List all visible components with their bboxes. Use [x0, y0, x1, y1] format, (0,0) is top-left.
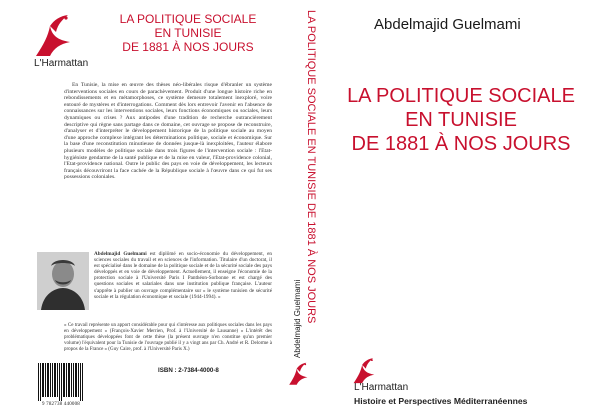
spine-author: Abdelmajid Guelmami: [293, 279, 302, 358]
harmattan-bird-icon: [30, 14, 86, 58]
publisher-logo-back: [30, 14, 90, 76]
publisher-name-front: L'Harmattan: [354, 382, 409, 393]
publisher-name-back: L'Harmattan: [34, 58, 89, 69]
front-title-line: EN TUNISIE: [405, 109, 517, 131]
publisher-logo-spine: [286, 354, 316, 398]
publisher-logo-front: [350, 356, 430, 400]
barcode-digits: 9 782738 440008: [42, 402, 80, 407]
review-paragraph: « Ce travail représente un apport considérable pour qui s'intéresse aux politiques sociales dans les pays en développement » (François-Xavier Merrien, Prof. à l'Université de Lausanne) « L'intérêt des problématiques développées font de cette thèse (la présent ouvrage n'en constitue qu'un premier volume) l'équivalent pour la Tunisie de l'ouvrage publié il y a vingt ans par Ch. André et R. Delorme à propos de la France » (Guy Caire, prof. à l'Université Paris X.): [64, 323, 272, 352]
front-title-line: DE 1881 À NOS JOURS: [351, 133, 571, 155]
barcode-block: [36, 363, 86, 409]
back-title-line: EN TUNISIE: [154, 26, 222, 40]
isbn: ISBN : 2-7384-4000-8: [158, 367, 219, 374]
author-portrait-icon: [37, 252, 89, 310]
author-bio-name: Abdelmajid Guelmami: [94, 251, 147, 257]
front-title-line: LA POLITIQUE SOCIALE: [347, 85, 575, 107]
harmattan-bird-icon: [286, 354, 316, 394]
author-photo: [37, 252, 89, 310]
barcode-icon: [36, 363, 86, 401]
back-title-line: LA POLITIQUE SOCIALE: [119, 12, 257, 26]
front-cover: [318, 0, 600, 417]
author-bio: [94, 251, 272, 300]
series-name: Histoire et Perspectives Méditerranéennes: [354, 396, 528, 406]
front-author: Abdelmajid Guelmami: [374, 16, 521, 33]
back-blurb: [64, 82, 272, 184]
blurb-paragraph: En Tunisie, la mise en œuvre des thèses néo-libérales risque d'ébranler un système d'interventions sociales en cours de parachèvement. Produit d'une longue histoire riche en rebondissements et en métamorphoses, ce système demeure totalement inexploré, voire entouré de mystères et d'interrogations. Comment dès lors entrevoir l'avenir en l'absence de connaissances sur les interventions sociales, leurs fonctions économiques ou sociales, leurs dynamiques ou crises ? Aux antipodes d'une tradition de recherche outrancièrement descriptive qui règne sans partage dans ce domaine, cet ouvrage se propose de reconstruire, d'analyser et d'interpréter le développement historique de la politique sociale au moyen d'une approche complexe intégrant les déterminations politique, sociale et économique. Sur la base d'une reconstitution minutieuse de données jusque-là inexploitées, l'auteur élabore plusieurs modèles de politique sociale dans trois figures de l'intervention sociale : l'Etat-hygiéniste gendarme de la santé publique et de la mise en valeur, l'Etat-providence colonial, l'Etat-providence national. Outre le public des pays en voie de développement, les lecteurs français découvriront la face cachée de la République sociale à l'œuvre dans ce qui fut ses possessions coloniales.: [64, 82, 272, 181]
back-title-line: DE 1881 À NOS JOURS: [122, 40, 254, 54]
spine-title: LA POLITIQUE SOCIALE EN TUNISIE DE 1881 À NOS JOURS: [305, 10, 317, 324]
front-title: [330, 84, 592, 156]
author-bio-text: est diplômé en socio-économie du développement, en sciences sociales du travail et en sciences de l'information. Titulaire d'un doctorat, il est spécialisé dans le domaine de la politique sociale et de la sécurité sociale des pays développés et en voie de développement. Actuellement, il enseigne l'économie de la protection sociale à l'Université Paris I Panthéon-Sorbonne et est chargé des questions sociales et salariales dans une institution publique française. L'auteur s'apprête à publier un ouvrage complémentaire sur « le système tunisien de sécurité sociale et la régulation économique et sociale (1944-1994). »: [94, 251, 273, 300]
review-quotes: [64, 323, 272, 355]
back-title: [96, 12, 280, 54]
